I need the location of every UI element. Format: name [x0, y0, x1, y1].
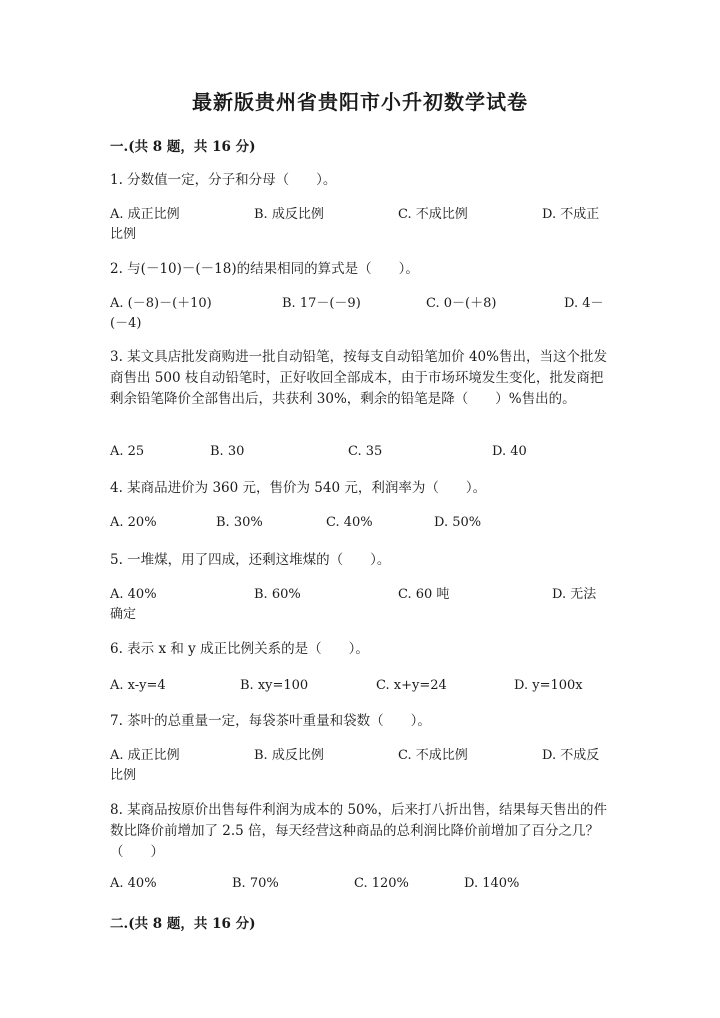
- option-b[interactable]: B. 17－(－9): [282, 296, 361, 311]
- option-d[interactable]: D. 40: [492, 444, 527, 459]
- question-5-options: [110, 585, 608, 625]
- option-d-continued: (－4): [110, 316, 142, 331]
- option-b[interactable]: B. xy=100: [240, 678, 309, 693]
- option-c[interactable]: C. 0－(＋8): [426, 296, 497, 311]
- question-1-options: [110, 205, 608, 245]
- option-a[interactable]: A. x-y=4: [110, 678, 166, 693]
- option-d-continued: 确定: [110, 607, 137, 622]
- option-c[interactable]: C. 40%: [326, 515, 373, 530]
- option-a[interactable]: A. 40%: [110, 876, 157, 891]
- option-a[interactable]: A. 成正比例: [110, 207, 180, 222]
- option-c[interactable]: C. 不成比例: [398, 207, 468, 222]
- option-d[interactable]: D. 无法: [552, 587, 597, 602]
- question-4-stem: 4. 某商品进价为 360 元，售价为 540 元，利润率为（ ）。: [110, 480, 487, 496]
- option-a[interactable]: A. 25: [110, 444, 145, 459]
- option-d[interactable]: D. 不成正: [542, 207, 600, 222]
- question-6-options: [110, 676, 608, 716]
- question-3-stem: 3. 某文具店批发商购进一批自动铅笔，按每支自动铅笔加价 40%售出，当这个批发商售出 500 枝自动铅笔时，正好收回全部成本，由于市场环境发生变化，批发商把剩余铅笔降价全部售出后，共获利 30%，剩余的铅笔是降（ ）%售出的。: [110, 349, 607, 407]
- option-c[interactable]: C. x+y=24: [376, 678, 447, 693]
- option-d[interactable]: D. y=100x: [514, 678, 583, 693]
- option-b[interactable]: B. 成反比例: [254, 748, 324, 763]
- option-d-continued: 比例: [110, 768, 137, 783]
- question-1-stem: 1. 分数值一定，分子和分母（ ）。: [110, 172, 337, 188]
- option-d[interactable]: D. 4－: [564, 296, 604, 311]
- option-a[interactable]: A. 40%: [110, 587, 157, 602]
- option-d-continued: 比例: [110, 227, 137, 242]
- option-c[interactable]: C. 120%: [354, 876, 409, 891]
- section-header: 二.(共 8 题，共 16 分): [110, 916, 256, 932]
- option-b[interactable]: B. 成反比例: [254, 207, 324, 222]
- option-b[interactable]: B. 30: [210, 444, 245, 459]
- question-6-stem: 6. 表示 x 和 y 成正比例关系的是（ ）。: [110, 641, 369, 657]
- option-b[interactable]: B. 30%: [216, 515, 263, 530]
- question-2-stem: 2. 与(－10)－(－18)的结果相同的算式是（ ）。: [110, 261, 419, 277]
- option-d[interactable]: D. 140%: [464, 876, 520, 891]
- question-4-options: [110, 513, 608, 553]
- option-a[interactable]: A. 成正比例: [110, 748, 180, 763]
- option-a[interactable]: A. (－8)－(＋10): [110, 296, 212, 311]
- question-7-stem: 7. 茶叶的总重量一定，每袋茶叶重量和袋数（ ）。: [110, 713, 431, 729]
- option-c[interactable]: C. 35: [348, 444, 383, 459]
- option-d[interactable]: D. 不成反: [542, 748, 600, 763]
- option-d[interactable]: D. 50%: [434, 515, 482, 530]
- question-8-stem: 8. 某商品按原价出售每件利润为成本的 50%，后来打八折出售，结果每天售出的件数比降价前增加了 2.5 倍，每天经营这种商品的总利润比降价前增加了百分之几？（ ）: [110, 802, 607, 860]
- question-8-options: [110, 874, 608, 914]
- question-3-options: [110, 442, 608, 482]
- option-c[interactable]: C. 不成比例: [398, 748, 468, 763]
- question-2-options: [110, 294, 608, 334]
- page-title: 最新版贵州省贵阳市小升初数学试卷: [192, 90, 528, 114]
- option-b[interactable]: B. 70%: [232, 876, 279, 891]
- question-7-options: [110, 746, 608, 786]
- option-c[interactable]: C. 60 吨: [398, 587, 450, 602]
- section-header: 一.(共 8 题，共 16 分): [110, 139, 256, 155]
- option-a[interactable]: A. 20%: [110, 515, 157, 530]
- option-b[interactable]: B. 60%: [254, 587, 301, 602]
- question-5-stem: 5. 一堆煤，用了四成，还剩这堆煤的（ ）。: [110, 552, 391, 568]
